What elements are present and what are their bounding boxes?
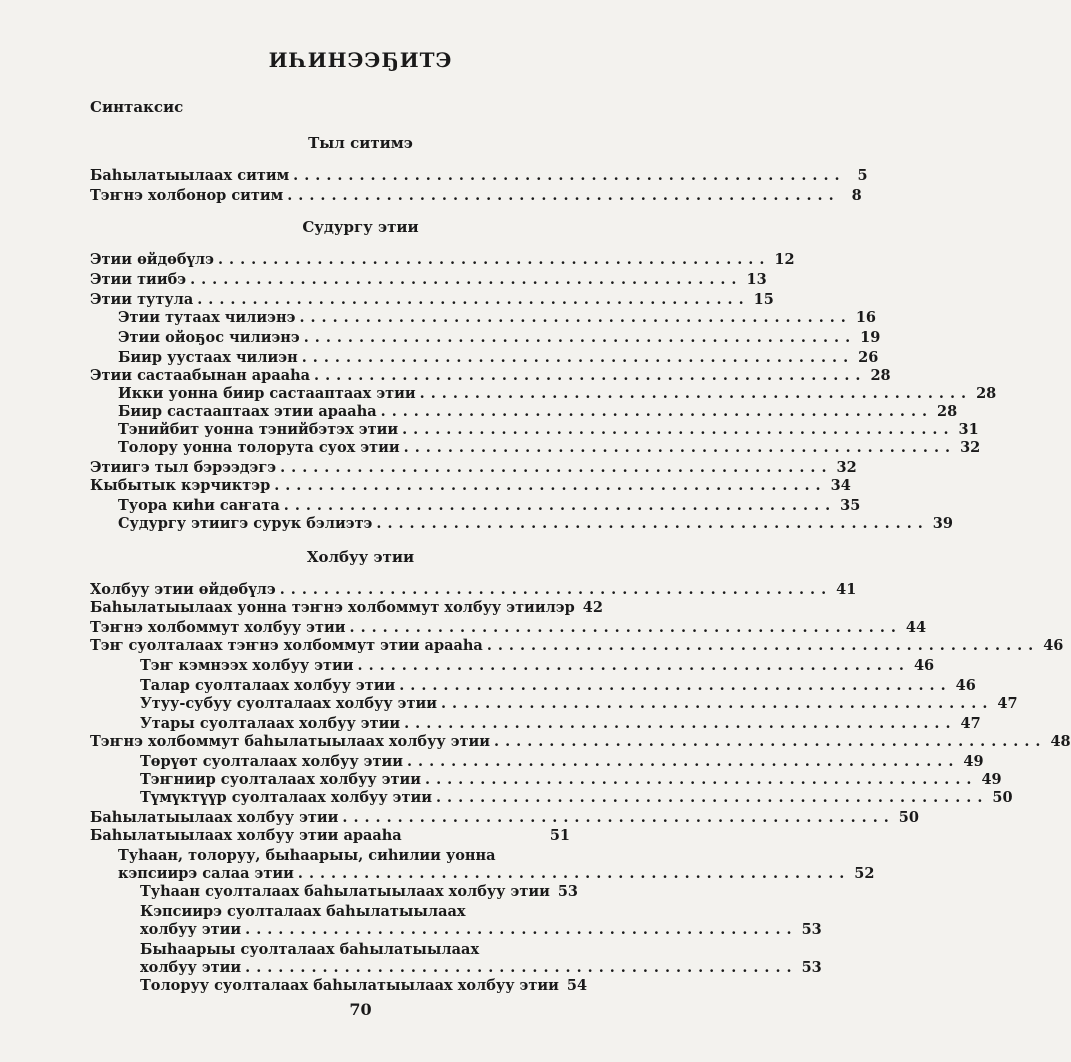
toc-entry: Баһылатыылаах холбуу этии .................................................. 50 [90,809,919,826]
toc-entry: Биир уустаах чилиэн .................................................. 26 [118,349,879,366]
toc-entry: Холбуу этии өйдөбүлэ .................................................. 41 [90,581,857,598]
section-label: Синтаксис [90,98,184,116]
toc-entry: Биир састааптаах этии арааһа .................................................. 28 [118,403,958,420]
toc-entry: Этии тутула .................................................. 15 [90,291,774,308]
toc-entry: холбуу этии .................................................. 53 [140,959,822,976]
toc-entry: Туора киһи саҥата .................................................. 35 [118,497,861,514]
heading-tyl-sitime: Тыл ситимэ [308,134,413,152]
toc-entry: кэпсиирэ салаа этии .................................................. 52 [118,865,875,882]
toc-entry: Тэҥниир суолталаах холбуу этии .................................................. 49 [140,771,1002,788]
toc-entry: Тэҥнэ холбоммут холбуу этии .................................................. 44 [90,619,927,636]
toc-entry: Этиигэ тыл бэрээдэгэ .................................................. 32 [90,459,857,476]
toc-entry: Этии састаабынан арааһа .................................................. 28 [90,367,891,384]
toc-entry: Тэҥ суолталаах тэҥнэ холбоммут этии арааһа .................................................. 46 [90,637,1064,654]
toc-entry: Баһылатыылаах ситим .................................................. 5 [90,167,868,184]
toc-entry: Толоруу суолталаах баһылатыылаах холбуу этии 54 [140,977,588,994]
heading-kholbuu-etii: Холбуу этии [306,548,415,566]
toc-entry: Талар суолталаах холбуу этии .................................................. 46 [140,677,976,694]
toc-entry: Кыбытык кэрчиктэр .................................................. 34 [90,477,851,494]
toc-entry: Тэҥнэ холбонор ситим .................................................. 8 [90,187,862,204]
toc-entry: холбуу этии .................................................. 53 [140,921,822,938]
toc-entry: Тэҥнэ холбоммут баһылатыылаах холбуу этии .................................................. 48 [90,733,1071,750]
toc-entry: Туһаан суолталаах баһылатыылаах холбуу этии 53 [140,883,579,900]
page-number: 70 [349,1000,372,1019]
toc-entry-line: Туһаан, толоруу, быһаарыы, сиһилии уонна [118,847,496,864]
toc-entry: Утуу-субуу суолталаах холбуу этии .................................................. 47 [140,695,1018,712]
toc-entry-line: Быһаарыы суолталаах баһылатыылаах [140,941,480,958]
toc-entry: Баһылатыылаах уонна тэҥнэ холбоммут холбуу этиилэр 42 [90,599,603,616]
toc-entry: Төрүөт суолталаах холбуу этии .................................................. 49 [140,753,984,770]
heading-sudurgu-etii: Судургу этии [302,218,419,236]
toc-entry: Этии ойоҕос чилиэнэ .................................................. 19 [118,329,881,346]
toc-entry: Утары суолталаах холбуу этии .................................................. 47 [140,715,981,732]
toc-entry: Этии өйдөбүлэ .................................................. 12 [90,251,795,268]
toc-entry: Түмүктүүр суолталаах холбуу этии .................................................. 50 [140,789,1013,806]
toc-entry: Икки уонна биир састааптаах этии .................................................. 28 [118,385,997,402]
page-title: ИҺИНЭЭҔИТЭ [268,48,453,72]
toc-entry: Судургу этиигэ сурук бэлиэтэ .................................................. 39 [118,515,953,532]
toc-entry-line: Кэпсиирэ суолталаах баһылатыылаах [140,903,466,920]
toc-entry: Тэнийбит уонна тэнийбэтэх этии .................................................. 31 [118,421,979,438]
toc-entry: Тэҥ кэмнээх холбуу этии .................................................. 46 [140,657,935,674]
toc-entry: Толору уонна толорута суох этии .................................................. 32 [118,439,981,456]
toc-entry: Этии тутаах чилиэнэ .................................................. 16 [118,309,877,326]
toc-entry: Этии тиибэ .................................................. 13 [90,271,767,288]
toc-entry: Баһылатыылаах холбуу этии арааһа 51 [90,827,570,844]
